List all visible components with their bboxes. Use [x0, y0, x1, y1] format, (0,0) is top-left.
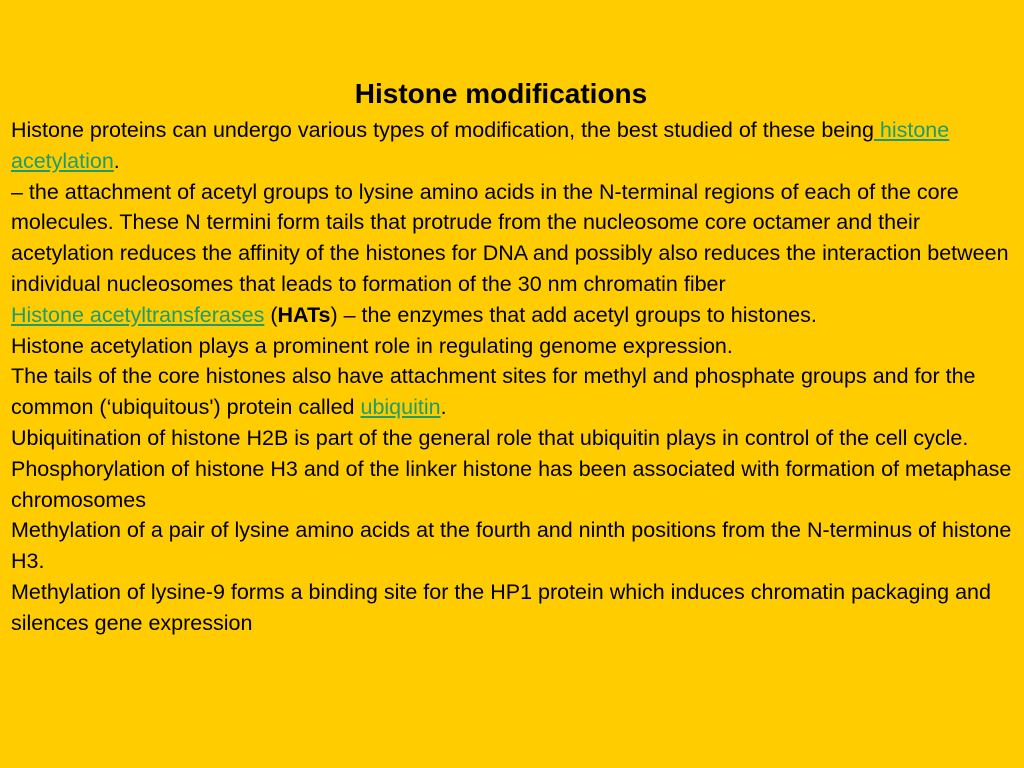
paragraph-ubiquitin	[11, 361, 1019, 423]
paragraph-methylation-positions: Methylation of a pair of lysine amino acids at the fourth and ninth positions from the N-terminus of histone H3.	[11, 518, 1012, 574]
paragraph-genome-expression: Histone acetylation plays a prominent role in regulating genome expression.	[11, 333, 733, 358]
paragraph-ubiquitin-end: .	[440, 395, 447, 420]
paragraph-intro	[11, 115, 1019, 177]
ubiquitin-link[interactable]: ubiquitin	[360, 395, 441, 420]
histone-acetyltransferases-link[interactable]: Histone acetyltransferases	[11, 302, 265, 327]
paragraph-acetylation-detail: – the attachment of acetyl groups to lysine amino acids in the N-terminal regions of each of the core molecules. These N termini form tails that protrude from the nucleosome core octamer and their acetylation reduces the affinity of the histones for DNA and possibly also reduces the interaction between individual nucleosomes that leads to formation of the 30 nm chromatin fiber	[11, 179, 1009, 296]
slide-body	[11, 115, 1019, 639]
slide-title: Histone modifications	[354, 78, 648, 109]
paragraph-ubiquitin-text: The tails of the core histones also have attachment sites for methyl and phosphate groups and for the common (‘ubiquitous') protein called	[11, 364, 976, 420]
paragraph-methylation-lysine9: Methylation of lysine-9 forms a binding site for the HP1 protein which induces chromatin packaging and silences gene expression	[11, 579, 991, 635]
paragraph-hats-open: (	[264, 302, 278, 327]
paragraph-ubiquitination: Ubiquitination of histone H2B is part of the general role that ubiquitin plays in control of the cell cycle.	[11, 425, 969, 450]
paragraph-hats	[11, 300, 1019, 331]
paragraph-phosphorylation: Phosphorylation of histone H3 and of the linker histone has been associated with formation of metaphase chromosomes	[11, 456, 1012, 512]
hats-abbreviation: HATs	[277, 302, 331, 327]
paragraph-hats-text: ) – the enzymes that add acetyl groups to histones.	[330, 302, 817, 327]
paragraph-intro-text: Histone proteins can undergo various types of modification, the best studied of these being	[11, 118, 874, 142]
histone-acetylation-link[interactable]: histone acetylation	[11, 118, 950, 173]
paragraph-intro-end: .	[113, 148, 120, 173]
